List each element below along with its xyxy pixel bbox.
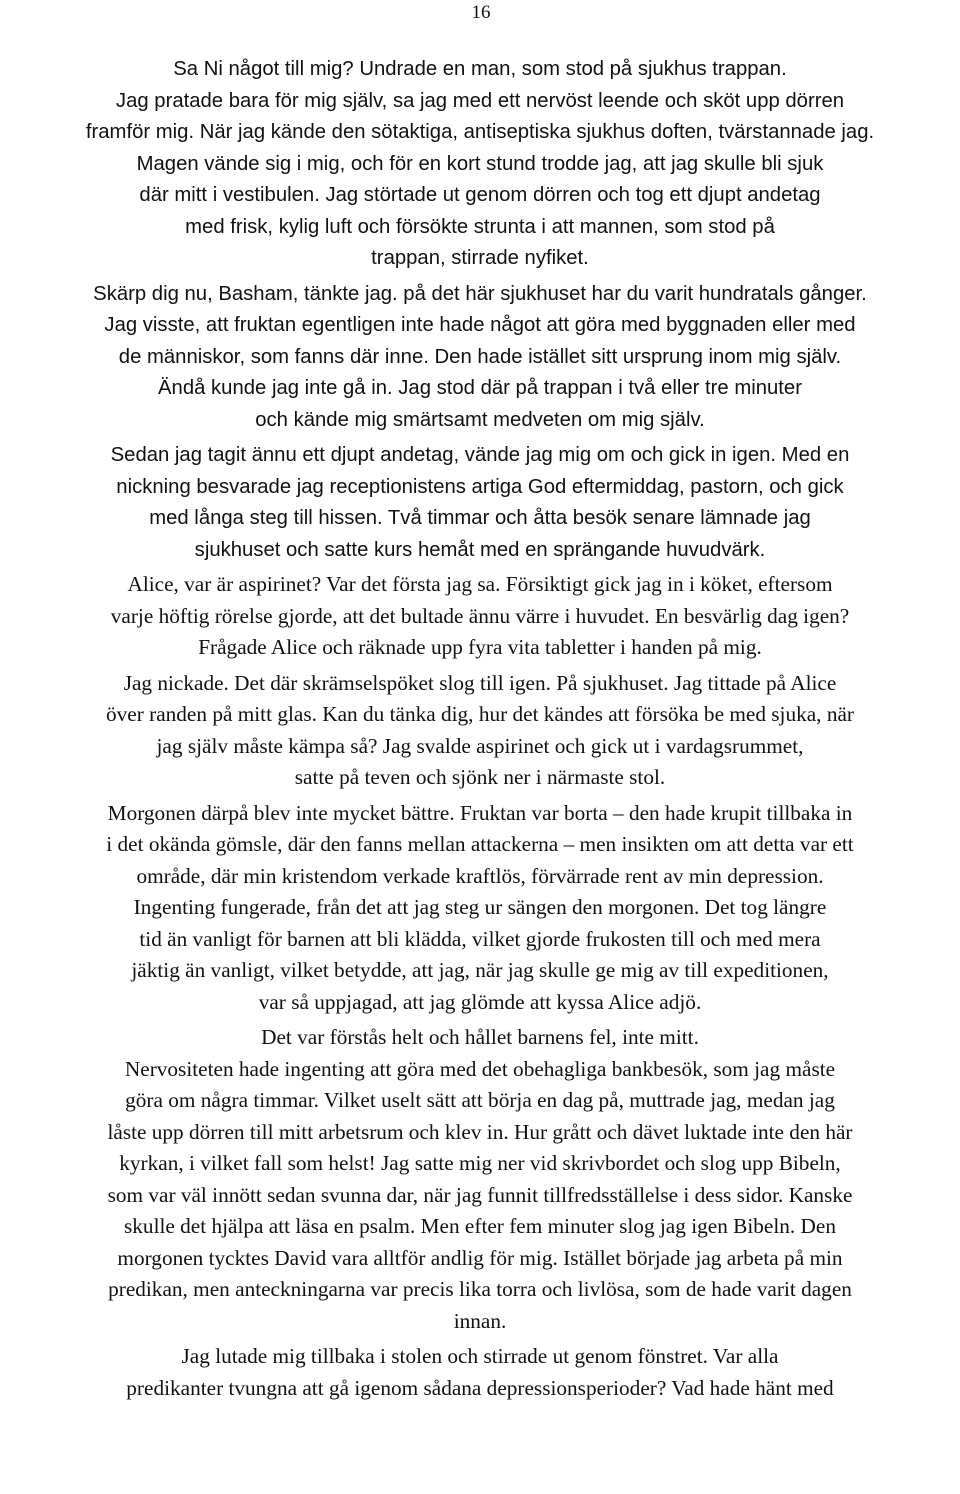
text-segment: tid än vanligt för barnen att bli klädda, vilket gjorde frukosten till och med mera (139, 926, 821, 951)
text-segment: med långa steg till hissen. Två timmar och åtta besök senare lämnade jag (149, 506, 811, 529)
paragraph (0, 798, 960, 1019)
text-segment: där mitt i vestibulen. Jag störtade ut genom dörren och tog ett djupt andetag (139, 183, 821, 206)
text-line (5, 1373, 955, 1405)
text-segment: skulle det hjälpa att läsa en psalm. Men efter fem minuter slog jag igen Bibeln. Den (124, 1214, 836, 1238)
text-segment: de människor, som fanns där inne. Den hade istället sitt ursprung inom mig själv. (118, 344, 842, 368)
text-line (5, 309, 955, 341)
text-segment: jäktig än vanligt, vilket betydde, att jag, när jag skulle ge mig av till expeditionen, (131, 958, 829, 982)
page-number: 16 (471, 2, 491, 23)
text-segment: Magen vände sig i mig, och för en kort stund trodde jag, att jag skulle bli sjuk (136, 151, 824, 175)
text-segment: varje höftig rörelse gjorde, att det bultade ännu värre i huvudet. En besvärlig dag igen? (110, 603, 850, 628)
text-line (5, 439, 955, 471)
text-line (5, 731, 955, 763)
text-line (5, 1054, 955, 1086)
text-line (5, 1341, 955, 1373)
paragraph (0, 439, 960, 565)
text-segment: kyrkan, i vilket fall som helst! Jag satte mig ner vid skrivbordet och slog upp Bibeln, (119, 1151, 841, 1175)
text-line (5, 987, 955, 1019)
paragraph (0, 53, 960, 274)
text-segment: satte på teven och sjönk ner i närmaste stol. (294, 765, 666, 789)
paragraph (0, 1022, 960, 1337)
text-segment: Frågade Alice och räknade upp fyra vita tabletter i handen på mig. (198, 635, 762, 659)
text-segment: Morgonen därpå blev inte mycket bättre. Fruktan var borta – den hade krupit tillbaka in (107, 800, 853, 825)
text-line (5, 502, 955, 534)
text-line (5, 861, 955, 893)
text-line (5, 569, 955, 601)
text-segment: Sa Ni något till mig? Undrade en man, som stod på sjukhus trappan. (173, 57, 787, 80)
text-line (5, 892, 955, 924)
paragraph (0, 569, 960, 664)
text-line (5, 211, 955, 243)
document-body (0, 53, 960, 1404)
text-line (5, 798, 955, 830)
text-segment: predikanter tvungna att gå igenom sådana depressionsperioder? Vad hade hänt med (126, 1375, 834, 1400)
text-segment: framför mig. När jag kände den sötaktiga, antiseptiska sjukhus doften, tvärstannade jag. (85, 120, 875, 143)
text-line (5, 372, 955, 404)
text-segment: Ingenting fungerade, från det att jag steg ur sängen den morgonen. Det tog längre (133, 895, 827, 919)
text-segment: jag själv måste kämpa så? Jag svalde aspirinet och gick ut i vardagsrummet, (156, 733, 804, 758)
text-segment: var så uppjagad, att jag glömde att kyssa Alice adjö. (258, 989, 702, 1014)
text-segment: morgonen tycktes David vara alltför andlig för mig. Istället började jag arbeta på min (117, 1245, 843, 1270)
text-segment: sjukhuset och satte kurs hemåt med en sprängande huvudvärk. (194, 537, 766, 561)
text-line (5, 762, 955, 794)
text-line (5, 341, 955, 373)
text-segment: Skärp dig nu, Basham, tänkte jag. på det här sjukhuset har du varit hundratals gånger. (93, 281, 867, 305)
text-line (5, 699, 955, 731)
text-segment: predikan, men anteckningarna var precis lika torra och livlösa, som de hade varit dagen (108, 1277, 852, 1301)
text-line (5, 1306, 955, 1338)
text-line (5, 1085, 955, 1117)
text-segment: göra om några timmar. Vilket uselt sätt att börja en dag på, muttrade jag, medan jag (125, 1088, 835, 1112)
text-line (5, 829, 955, 861)
text-segment: Ändå kunde jag inte gå in. Jag stod där på trappan i två eller tre minuter (158, 376, 802, 399)
text-segment: trappan, stirrade nyfiket. (371, 246, 589, 269)
text-line (5, 471, 955, 503)
text-line (5, 242, 955, 274)
text-segment: Jag visste, att fruktan egentligen inte hade något att göra med byggnaden eller med (104, 313, 856, 336)
text-line (5, 601, 955, 633)
text-segment: låste upp dörren till mitt arbetsrum och klev in. Hur grått och dävet luktade inte den här (107, 1119, 853, 1144)
text-line (5, 668, 955, 700)
text-line (5, 534, 955, 566)
text-segment: nickning besvarade jag receptionistens artiga God eftermiddag, pastorn, och gick (116, 474, 844, 498)
paragraph (0, 668, 960, 794)
text-line (5, 955, 955, 987)
text-line (5, 148, 955, 180)
text-segment: område, där min kristendom verkade kraftlös, förvärrade rent av min depression. (136, 863, 824, 888)
text-segment: som var väl innött sedan svunna dar, när jag funnit tillfredsställelse i dess sidor. Kanske (107, 1182, 853, 1207)
text-segment: Jag pratade bara för mig själv, sa jag med ett nervöst leende och sköt upp dörren (115, 88, 845, 112)
text-line (5, 1180, 955, 1212)
text-line (5, 278, 955, 310)
text-segment: Nervositeten hade ingenting att göra med det obehagliga bankbesök, som jag måste (124, 1056, 836, 1081)
text-line (5, 404, 955, 436)
text-line (5, 632, 955, 664)
paragraph (0, 1341, 960, 1404)
text-line (5, 53, 955, 85)
text-line (5, 1022, 955, 1054)
text-segment: över randen på mitt glas. Kan du tänka dig, hur det kändes att försöka be med sjuka, när (105, 702, 854, 726)
text-segment: innan. (453, 1308, 507, 1333)
text-segment: i det okända gömsle, där den fanns mellan attackerna – men insikten om att detta var ett (106, 832, 854, 856)
text-line (5, 924, 955, 956)
text-segment: Sedan jag tagit ännu ett djupt andetag, vände jag mig om och gick in igen. Med en (110, 443, 850, 466)
text-segment: Jag lutade mig tillbaka i stolen och stirrade ut genom fönstret. Var alla (181, 1344, 779, 1368)
paragraph (0, 278, 960, 436)
text-segment: med frisk, kylig luft och försökte strunta i att mannen, som stod på (185, 214, 775, 238)
text-line (5, 179, 955, 211)
text-segment: Alice, var är aspirinet? Var det första jag sa. Försiktigt gick jag in i köket, eftersom (127, 572, 833, 596)
text-line (5, 1148, 955, 1180)
text-segment: Jag nickade. Det där skrämselspöket slog till igen. På sjukhuset. Jag tittade på Alice (123, 670, 837, 695)
text-line (5, 1117, 955, 1149)
text-line (5, 85, 955, 117)
text-line (5, 116, 955, 148)
text-line (5, 1274, 955, 1306)
text-segment: och kände mig smärtsamt medveten om mig själv. (255, 407, 705, 431)
text-line (5, 1211, 955, 1243)
text-line (5, 1243, 955, 1275)
text-segment: Det var förstås helt och hållet barnens fel, inte mitt. (261, 1025, 699, 1049)
